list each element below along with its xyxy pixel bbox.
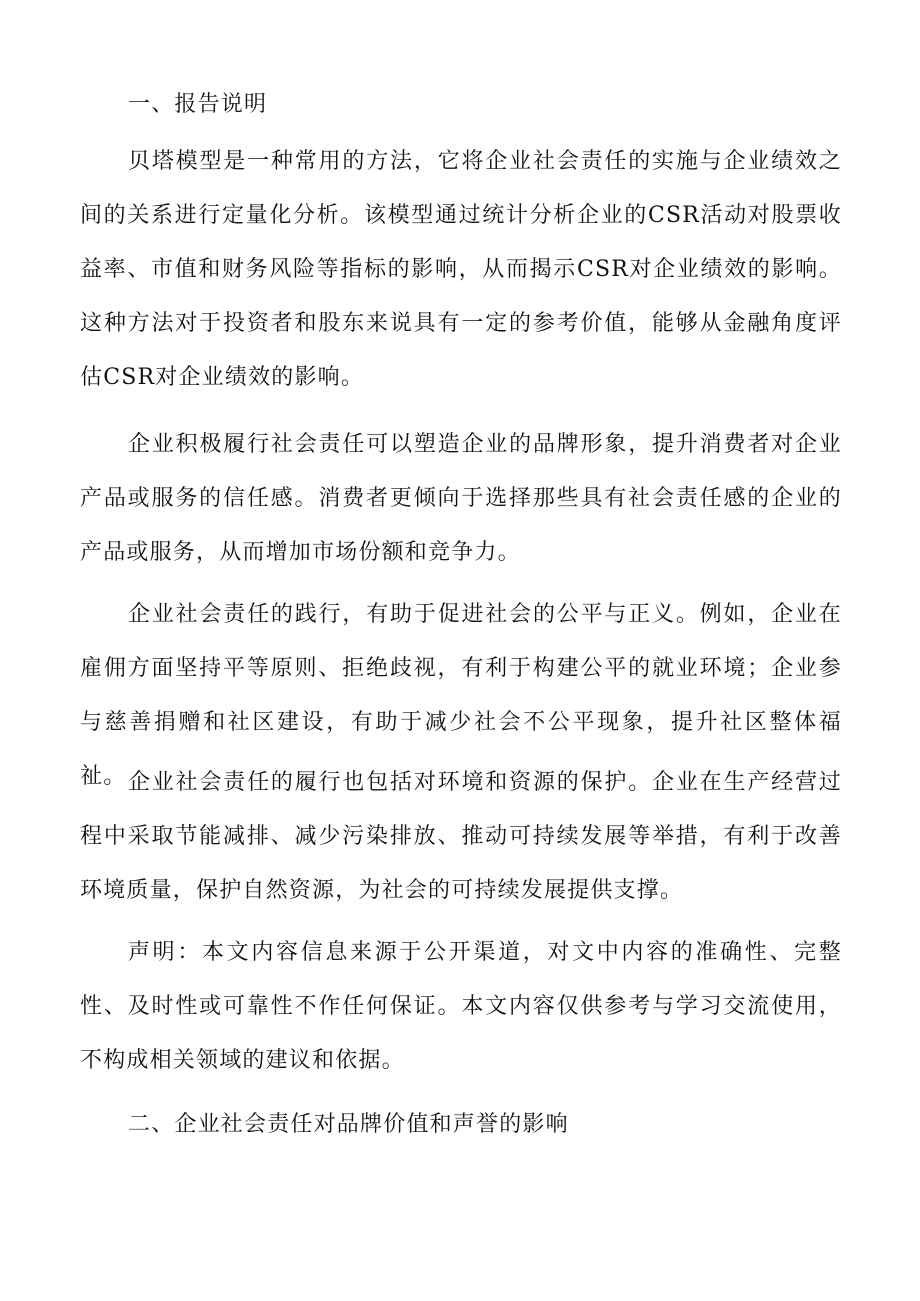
paragraph-brand-image: 企业积极履行社会责任可以塑造企业的品牌形象，提升消费者对企业产品或服务的信任感。消费者更倾向于选择那些具有社会责任感的企业的产品或服务，从而增加市场份额和竞争力。 [80,432,842,565]
paragraph-beta-model: 贝塔模型是一种常用的方法，它将企业社会责任的实施与企业绩效之间的关系进行定量化分析。该模型通过统计分析企业的CSR活动对股票收益率、市值和财务风险等指标的影响，从而揭示CSR对企业绩效的影响。这种方法对于投资者和股东来说具有一定的参考价值，能够从金融角度评估CSR对企业绩效的影响。 [80,149,842,390]
paragraph-environment-protection: 企业社会责任的履行也包括对环境和资源的保护。企业在生产经营过程中采取节能减排、减少污染排放、推动可持续发展等举措，有利于改善环境质量，保护自然资源，为社会的可持续发展提供支撑。 [80,770,842,903]
paragraph-disclaimer: 声明：本文内容信息来源于公开渠道，对文中内容的准确性、完整性、及时性或可靠性不作任何保证。本文内容仅供参考与学习交流使用，不构成相关领域的建议和依据。 [80,940,842,1073]
paragraph-social-fairness: 企业社会责任的践行，有助于促进社会的公平与正义。例如，企业在雇佣方面坚持平等原则、拒绝歧视，有利于构建公平的就业环境；企业参与慈善捐赠和社区建设，有助于减少社会不公平现象，提升社区整体福祉。 [80,602,842,789]
section-heading-report-description: 一、报告说明 [128,92,268,117]
section-heading-brand-value-reputation: 二、企业社会责任对品牌价值和声誉的影响 [128,1112,569,1137]
